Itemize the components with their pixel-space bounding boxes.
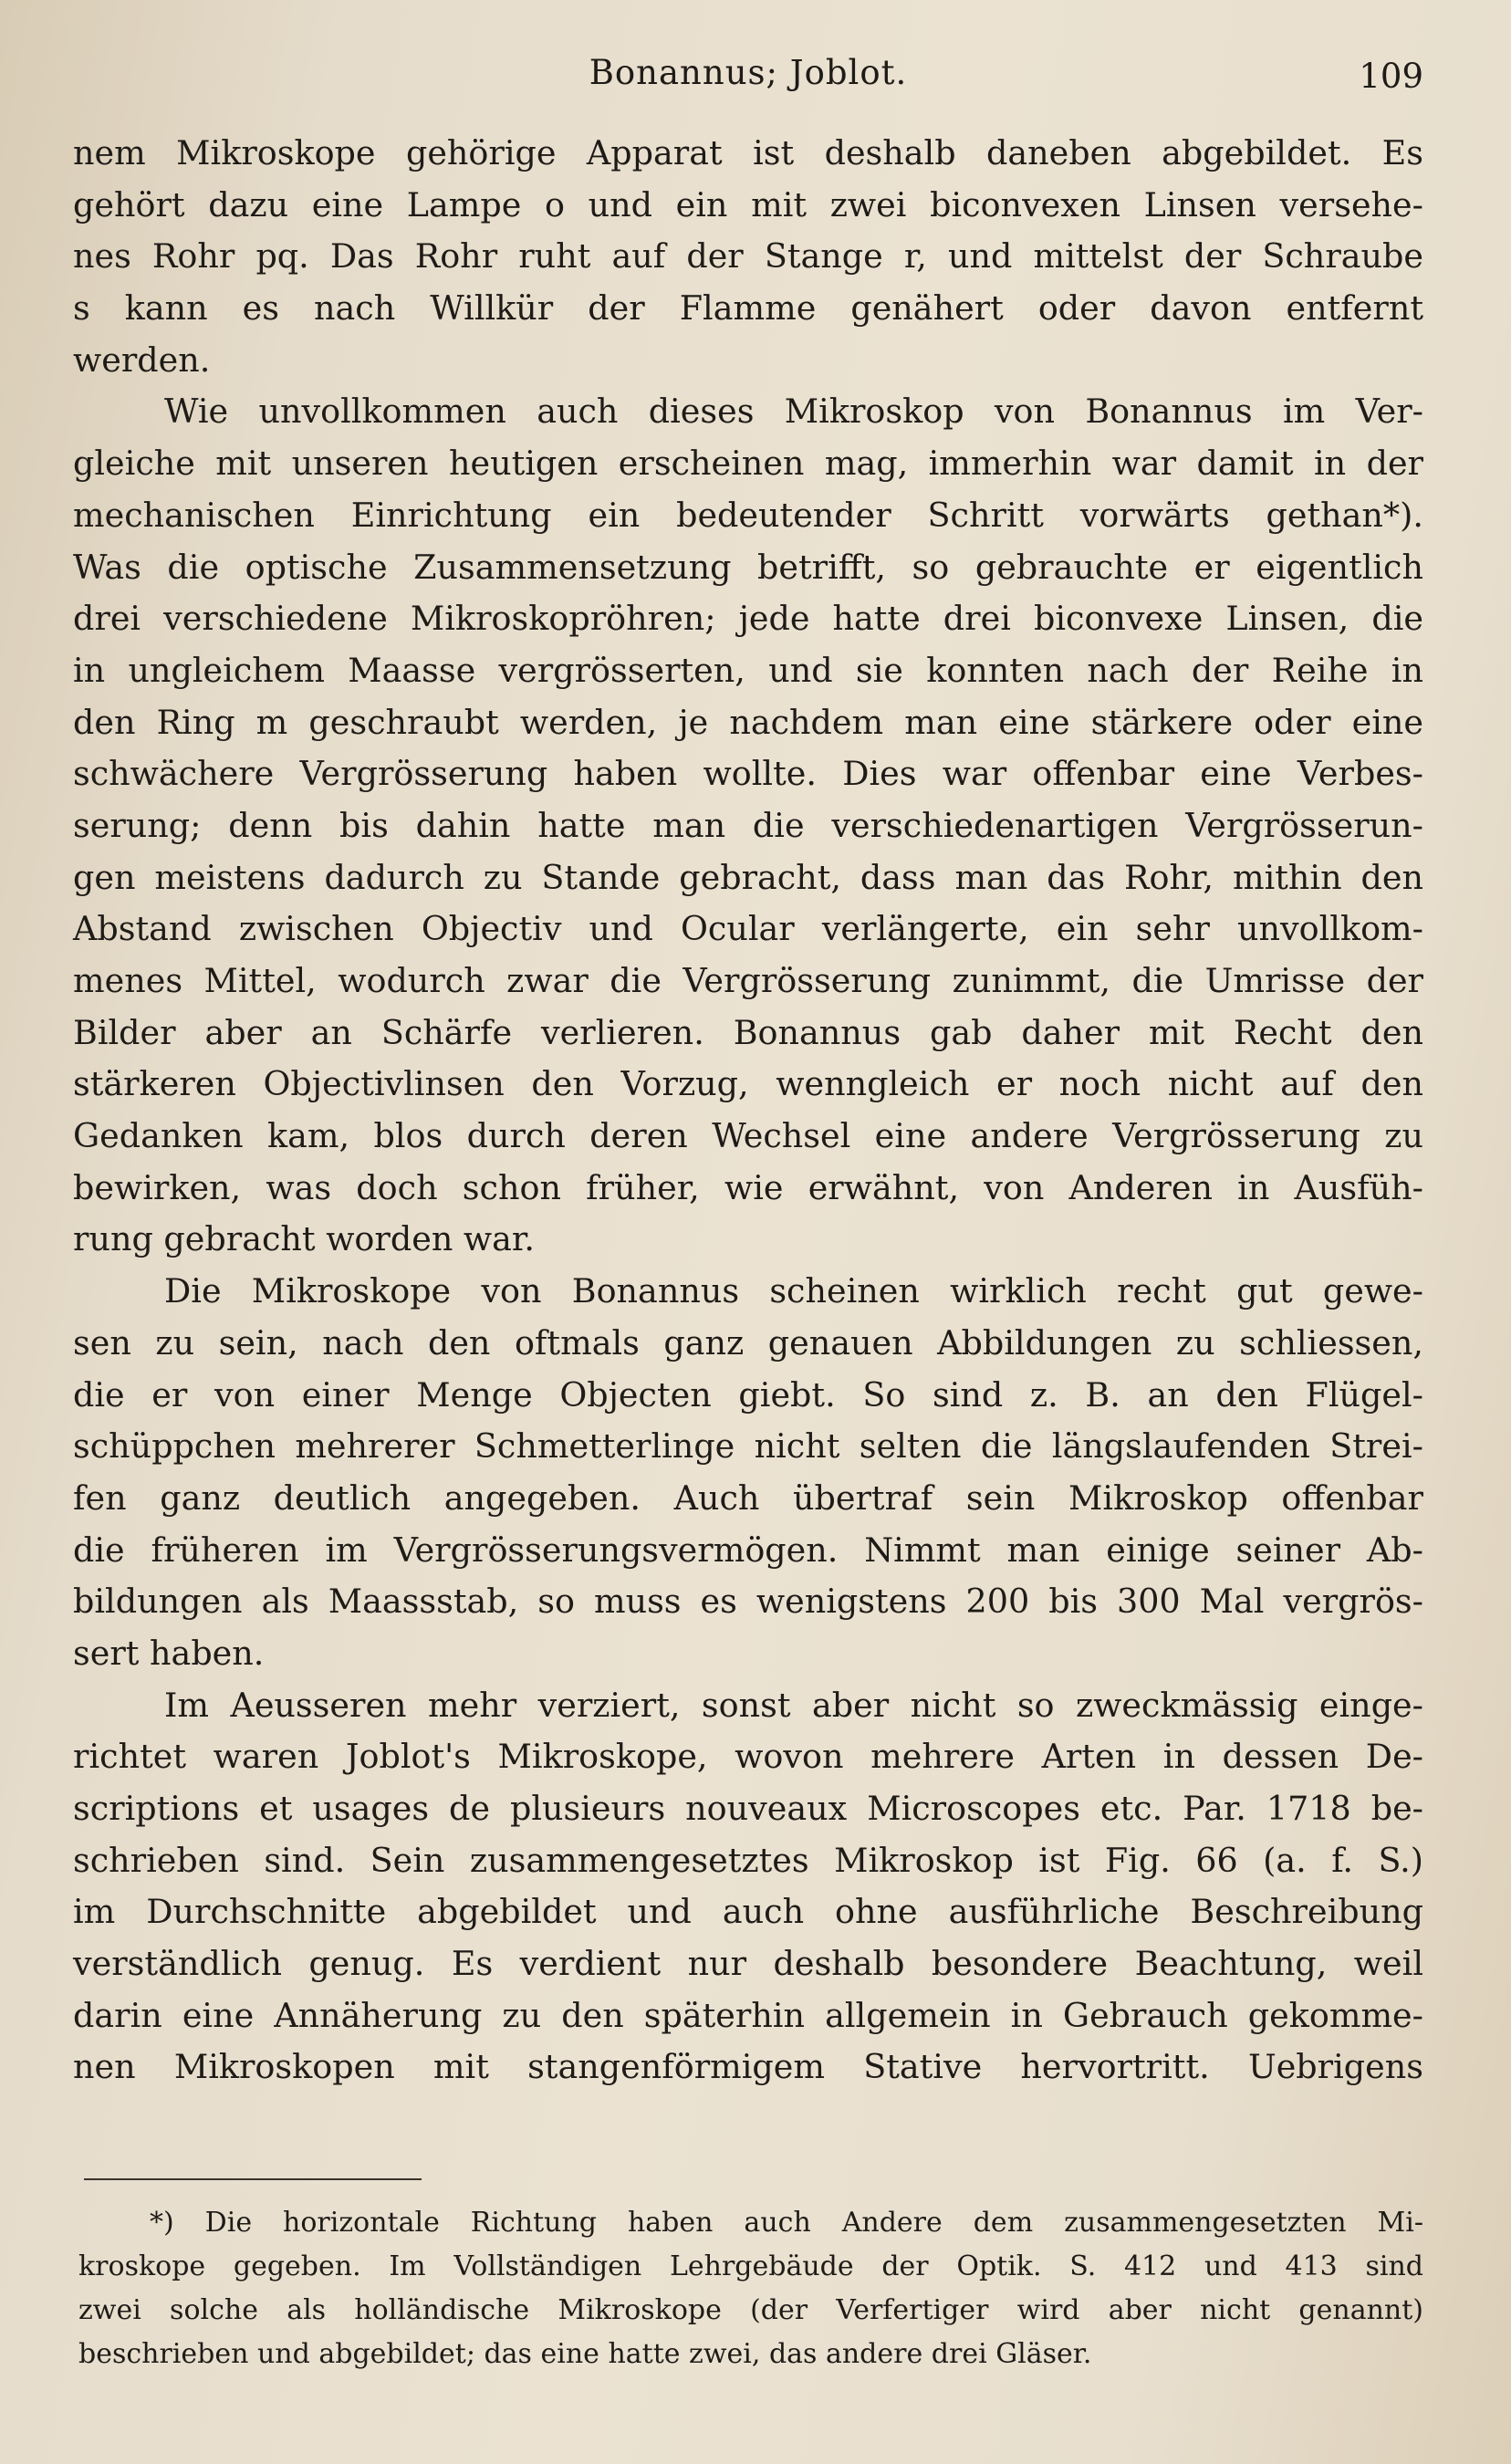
text-line: in ungleichem Maasse vergrösserten, und sie konnten nach der Reihe in — [73, 650, 1423, 690]
text-line: rung gebracht worden war. — [73, 1219, 535, 1259]
text-line: nem Mikroskope gehörige Apparat ist deshalb daneben abgebildet. Es — [73, 133, 1423, 172]
text-line: nen Mikroskopen mit stangenförmigem Stative hervortritt. Uebrigens — [73, 2047, 1423, 2087]
text-line: nes Rohr pq. Das Rohr ruht auf der Stange r, und mittelst der Schraube — [73, 236, 1423, 277]
text-line: s kann es nach Willkür der Flamme genähert oder davon entfernt — [73, 288, 1423, 329]
text-line: gen meistens dadurch zu Stande gebracht, dass man das Rohr, mithin den — [73, 857, 1423, 897]
text-line: sen zu sein, nach den oftmals ganz genauen Abbildungen zu schliessen, — [73, 1322, 1423, 1363]
text-line: werden. — [73, 339, 211, 380]
text-line: menes Mittel, wodurch zwar die Vergrösserung zunimmt, die Umrisse der — [73, 961, 1423, 1000]
text-line: gehört dazu eine Lampe o und ein mit zwei biconvexen Linsen versehe- — [73, 184, 1423, 224]
text-line: im Durchschnitte abgebildet und auch ohne ausführliche Beschreibung — [73, 1892, 1423, 1932]
text-line: Was die optische Zusammensetzung betrifft, so gebrauchte er eigentlich — [73, 547, 1423, 587]
text-line: fen ganz deutlich angegeben. Auch übertraf sein Mikroskop offenbar — [73, 1477, 1423, 1518]
text-line: schrieben sind. Sein zusammengesetztes Mikroskop ist Fig. 66 (a. f. S.) — [73, 1840, 1423, 1880]
text-line: die früheren im Vergrösserungsvermögen. Nimmt man einige seiner Ab- — [73, 1530, 1423, 1570]
text-line: richtet waren Joblot's Mikroskope, wovon mehrere Arten in dessen De- — [73, 1737, 1423, 1777]
footnote-line: *) Die horizontale Richtung haben auch Andere dem zusammengesetzten Mi- — [150, 2207, 1423, 2239]
main-text — [73, 128, 1423, 2093]
text-line: schüppchen mehrerer Schmetterlinge nicht selten die längslaufenden Strei- — [73, 1426, 1423, 1467]
text-line: Gedanken kam, blos durch deren Wechsel eine andere Vergrösserung zu — [73, 1116, 1423, 1156]
text-line: scriptions et usages de plusieurs nouveaux Microscopes etc. Par. 1718 be- — [73, 1789, 1423, 1828]
text-line: drei verschiedene Mikroskopröhren; jede hatte drei biconvexe Linsen, die — [73, 599, 1423, 639]
footnote — [78, 2201, 1423, 2376]
text-line: darin eine Annäherung zu den späterhin allgemein in Gebrauch gekomme- — [73, 1995, 1423, 2035]
page-header — [73, 53, 1423, 108]
text-line: stärkeren Objectivlinsen den Vorzug, wenngleich er noch nicht auf den — [73, 1064, 1423, 1104]
text-line: Bilder aber an Schärfe verlieren. Bonannus gab daher mit Recht den — [73, 1012, 1423, 1052]
text-line: bewirken, was doch schon früher, wie erwähnt, von Anderen in Ausfüh- — [73, 1167, 1423, 1207]
footnote-line: zwei solche als holländische Mikroskope (der Verfertiger wird aber nicht genannt) — [78, 2294, 1423, 2326]
text-line: gleiche mit unseren heutigen erscheinen mag, immerhin war damit in der — [73, 444, 1423, 484]
text-line: sert haben. — [73, 1633, 265, 1673]
paragraph-start: Die Mikroskope von Bonannus scheinen wirklich recht gut gewe- — [164, 1271, 1423, 1311]
footnote-line: beschrieben und abgebildet; das eine hatte zwei, das andere drei Gläser. — [78, 2338, 1092, 2370]
footnote-line: kroskope gegeben. Im Vollständigen Lehrgebäude der Optik. S. 412 und 413 sind — [78, 2250, 1423, 2282]
footnote-divider — [84, 2178, 422, 2180]
text-line: serung; denn bis dahin hatte man die verschiedenartigen Vergrösserun- — [73, 805, 1423, 845]
text-line: Abstand zwischen Objectiv und Ocular verlängerte, ein sehr unvollkom- — [73, 909, 1423, 949]
running-title: Bonannus; Joblot. — [589, 53, 908, 92]
text-line: die er von einer Menge Objecten giebt. So sind z. B. an den Flügel- — [73, 1374, 1423, 1415]
text-line: schwächere Vergrösserung haben wollte. Dies war offenbar eine Verbes- — [73, 754, 1423, 794]
text-line: bildungen als Maassstab, so muss es wenigstens 200 bis 300 Mal vergrös- — [73, 1582, 1423, 1622]
text-line: den Ring m geschraubt werden, je nachdem man eine stärkere oder eine — [73, 702, 1423, 742]
page-number: 109 — [1359, 57, 1423, 96]
paragraph-start: Im Aeusseren mehr verziert, sonst aber nicht so zweckmässig einge- — [164, 1685, 1423, 1725]
paragraph-start: Wie unvollkommen auch dieses Mikroskop von Bonannus im Ver- — [164, 392, 1423, 432]
text-line: verständlich genug. Es verdient nur deshalb besondere Beachtung, weil — [73, 1944, 1423, 1984]
text-line: mechanischen Einrichtung ein bedeutender Schritt vorwärts gethan*). — [73, 495, 1423, 535]
